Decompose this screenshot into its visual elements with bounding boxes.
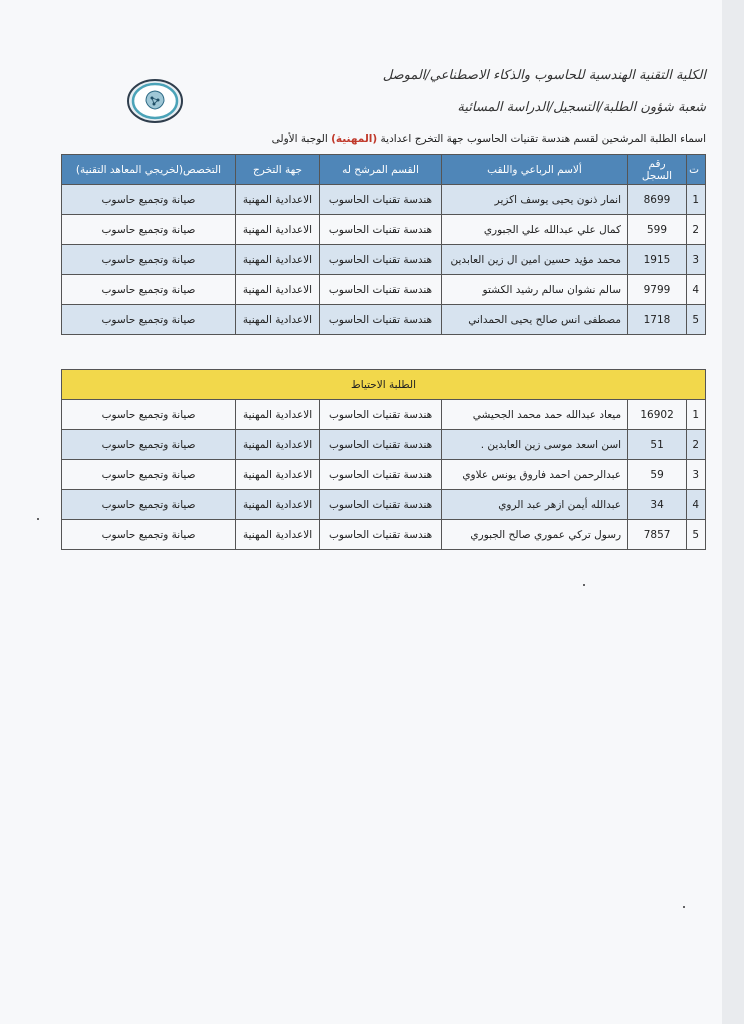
cell-specialization: صيانة وتجميع حاسوب — [62, 400, 236, 430]
candidates-table — [61, 154, 706, 335]
cell-department: هندسة تقنيات الحاسوب — [320, 305, 442, 335]
col-index: ت — [687, 155, 706, 185]
table-row — [62, 460, 706, 490]
cell-department: هندسة تقنيات الحاسوب — [320, 215, 442, 245]
cell-index: 5 — [687, 305, 706, 335]
cell-registration: 16902 — [628, 400, 687, 430]
cell-department: هندسة تقنيات الحاسوب — [320, 400, 442, 430]
cell-graduation: الاعدادية المهنية — [236, 185, 320, 215]
department-line: شعبة شؤون الطلبة/التسجيل/الدراسة المسائية — [457, 100, 706, 115]
table-row — [62, 305, 706, 335]
cell-full-name: رسول تركي عموري صالح الجبوري — [442, 520, 628, 550]
cell-specialization: صيانة وتجميع حاسوب — [62, 185, 236, 215]
cell-specialization: صيانة وتجميع حاسوب — [62, 430, 236, 460]
cell-index: 3 — [687, 460, 706, 490]
cell-graduation: الاعدادية المهنية — [236, 490, 320, 520]
table-row — [62, 275, 706, 305]
cell-full-name: عبدالرحمن احمد فاروق يونس علاوي — [442, 460, 628, 490]
table-row — [62, 215, 706, 245]
subtitle-highlight: (المهنية) — [331, 133, 378, 145]
cell-graduation: الاعدادية المهنية — [236, 305, 320, 335]
table-row — [62, 400, 706, 430]
cell-specialization: صيانة وتجميع حاسوب — [62, 520, 236, 550]
cell-specialization: صيانة وتجميع حاسوب — [62, 305, 236, 335]
cell-graduation: الاعدادية المهنية — [236, 520, 320, 550]
college-name: الكلية التقنية الهندسية للحاسوب والذكاء الاصطناعي/الموصل — [382, 68, 706, 83]
cell-full-name: مصطفى انس صالح يحيى الحمداني — [442, 305, 628, 335]
cell-registration: 59 — [628, 460, 687, 490]
cell-full-name: كمال علي عبدالله علي الجبوري — [442, 215, 628, 245]
cell-registration: 1718 — [628, 305, 687, 335]
cell-full-name: انمار ذنون يحيى يوسف اكزير — [442, 185, 628, 215]
cell-index: 5 — [687, 520, 706, 550]
table-row — [62, 430, 706, 460]
cell-department: هندسة تقنيات الحاسوب — [320, 460, 442, 490]
col-specialization: التخصص(لخريجي المعاهد التقنية) — [62, 155, 236, 185]
reserve-table — [61, 369, 706, 550]
cell-department: هندسة تقنيات الحاسوب — [320, 520, 442, 550]
cell-department: هندسة تقنيات الحاسوب — [320, 185, 442, 215]
cell-specialization: صيانة وتجميع حاسوب — [62, 490, 236, 520]
college-logo — [126, 78, 184, 124]
cell-index: 4 — [687, 275, 706, 305]
table-header-row — [62, 155, 706, 185]
cell-full-name: عبدالله أيمن ازهر عبد الروي — [442, 490, 628, 520]
cell-graduation: الاعدادية المهنية — [236, 430, 320, 460]
cell-registration: 51 — [628, 430, 687, 460]
list-subtitle: اسماء الطلبة المرشحين لقسم هندسة تقنيات الحاسوب جهة التخرج اعدادية (المهنية) الوجبة الأولى — [271, 133, 706, 145]
cell-registration: 34 — [628, 490, 687, 520]
cell-full-name: ميعاد عبدالله حمد محمد الجحيشي — [442, 400, 628, 430]
cell-index: 1 — [687, 185, 706, 215]
cell-graduation: الاعدادية المهنية — [236, 245, 320, 275]
cell-specialization: صيانة وتجميع حاسوب — [62, 245, 236, 275]
cell-graduation: الاعدادية المهنية — [236, 215, 320, 245]
cell-department: هندسة تقنيات الحاسوب — [320, 430, 442, 460]
cell-department: هندسة تقنيات الحاسوب — [320, 245, 442, 275]
cell-department: هندسة تقنيات الحاسوب — [320, 490, 442, 520]
cell-index: 3 — [687, 245, 706, 275]
cell-index: 2 — [687, 430, 706, 460]
col-registration: رقم السجل — [628, 155, 687, 185]
table-row — [62, 245, 706, 275]
cell-graduation: الاعدادية المهنية — [236, 275, 320, 305]
cell-index: 1 — [687, 400, 706, 430]
col-full-name: ألاسم الرباعي واللقب — [442, 155, 628, 185]
cell-registration: 1915 — [628, 245, 687, 275]
cell-full-name: سالم نشوان سالم رشيد الكشتو — [442, 275, 628, 305]
col-department: القسم المرشح له — [320, 155, 442, 185]
col-graduation: جهة التخرج — [236, 155, 320, 185]
cell-full-name: محمد مؤيد حسين امين ال زين العابدين — [442, 245, 628, 275]
speck — [37, 518, 39, 520]
cell-full-name: اسن اسعد موسى زين العابدين . — [442, 430, 628, 460]
cell-graduation: الاعدادية المهنية — [236, 460, 320, 490]
speck — [583, 584, 585, 586]
reserve-banner-row — [62, 370, 706, 400]
cell-specialization: صيانة وتجميع حاسوب — [62, 275, 236, 305]
table-row — [62, 490, 706, 520]
speck — [683, 906, 685, 908]
cell-index: 4 — [687, 490, 706, 520]
cell-registration: 8699 — [628, 185, 687, 215]
page-edge — [722, 0, 744, 1024]
cell-specialization: صيانة وتجميع حاسوب — [62, 460, 236, 490]
cell-registration: 599 — [628, 215, 687, 245]
table-row — [62, 185, 706, 215]
cell-department: هندسة تقنيات الحاسوب — [320, 275, 442, 305]
cell-registration: 7857 — [628, 520, 687, 550]
reserve-title: الطلبة الاحتياط — [62, 370, 706, 400]
cell-index: 2 — [687, 215, 706, 245]
cell-graduation: الاعدادية المهنية — [236, 400, 320, 430]
table-row — [62, 520, 706, 550]
cell-registration: 9799 — [628, 275, 687, 305]
cell-specialization: صيانة وتجميع حاسوب — [62, 215, 236, 245]
